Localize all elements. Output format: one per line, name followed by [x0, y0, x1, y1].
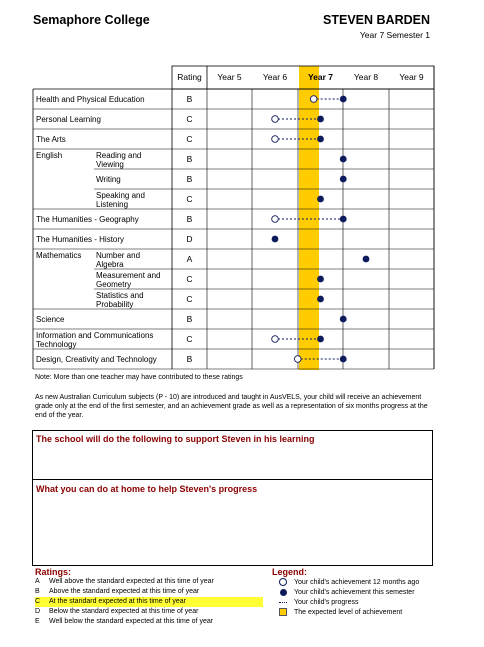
legend-row [272, 598, 419, 608]
area-label: English [36, 151, 63, 160]
rating-value: C [186, 294, 193, 304]
rating-value: A [186, 254, 193, 264]
rating-value: B [186, 174, 193, 184]
area-label: Health and Physical Education [36, 95, 145, 104]
rating-description: Above the standard expected at this time of year [49, 588, 200, 595]
filled-circle-icon [272, 588, 294, 598]
curriculum-paragraph: As new Australian Curriculum subjects (P - 10) are introduced and taught in AusVELS, your child will receive an achievement grade only at the end of the first semester, and an achievement grade as well as a representation of six months progress at the end of the year. [35, 394, 428, 419]
rating-description: Below the standard expected at this time of year [49, 608, 199, 615]
year-semester: Year 7 Semester 1 [359, 30, 430, 40]
previous-achievement-marker [272, 116, 279, 123]
rating-code: E [35, 618, 40, 625]
open-circle-icon [272, 578, 294, 588]
current-achievement-marker [317, 296, 324, 303]
legend-row [272, 578, 419, 588]
sub-area-label: Geometry [96, 280, 132, 289]
previous-achievement-marker [294, 356, 301, 363]
home-support-box [32, 479, 433, 566]
sub-area-label: Writing [96, 175, 121, 184]
current-achievement-marker [317, 336, 324, 343]
sub-area-label: Measurement and [96, 271, 161, 280]
sub-area-label: Viewing [96, 160, 124, 169]
home-support-title: What you can do at home to help Steven's progress [36, 484, 258, 494]
ratings-note: Note: More than one teacher may have contributed to these ratings [35, 374, 243, 381]
dotted-line-icon [272, 598, 294, 608]
current-achievement-marker [317, 116, 324, 123]
current-achievement-marker [340, 156, 347, 163]
rating-value: C [186, 334, 193, 344]
rating-value: B [186, 314, 193, 324]
current-achievement-marker [317, 196, 324, 203]
current-achievement-marker [340, 216, 347, 223]
expected-band [299, 66, 319, 370]
current-achievement-marker [317, 276, 324, 283]
school-name: Semaphore College [33, 13, 150, 27]
student-name: STEVEN BARDEN [323, 13, 430, 27]
legend-list [272, 578, 419, 618]
previous-achievement-marker [272, 136, 279, 143]
area-label: Information and Communications [36, 331, 154, 340]
rating-description: Well above the standard expected at this time of year [49, 578, 214, 585]
current-achievement-marker [272, 236, 279, 243]
sub-area-label: Reading and [96, 151, 142, 160]
year-header-9: Year 9 [399, 72, 424, 82]
sub-area-label: Listening [96, 200, 129, 209]
rating-description: At the standard expected at this time of year [49, 598, 186, 605]
sub-area-label: Number and [96, 251, 141, 260]
rating-description: Well below the standard expected at this time of year [49, 618, 214, 625]
year-header-5: Year 5 [217, 72, 242, 82]
rating-code: C [35, 598, 41, 605]
area-label: The Humanities - History [36, 235, 125, 244]
rating-value: B [186, 354, 193, 364]
current-achievement-marker [340, 356, 347, 363]
rating-value: B [186, 214, 193, 224]
legend-description: The expected level of achievement [294, 609, 403, 616]
rating-key-row [35, 597, 263, 607]
current-achievement-marker [317, 136, 324, 143]
legend-description: Your child's achievement 12 months ago [294, 579, 420, 586]
legend-description: Your child's progress [294, 599, 359, 606]
sub-area-label: Probability [96, 300, 134, 309]
year-header-6: Year 6 [262, 72, 288, 82]
legend-row [272, 608, 419, 618]
area-label: Personal Learning [36, 115, 101, 124]
ratings-list [35, 577, 263, 627]
school-support-title: The school will do the following to support Steven in his learning [36, 434, 315, 444]
rating-code: B [35, 588, 40, 595]
rating-header: Rating [177, 72, 202, 82]
current-achievement-marker [340, 316, 347, 323]
year-header-8: Year 8 [353, 72, 379, 82]
rating-key-row [35, 607, 263, 617]
year-header-7: Year 7 [307, 72, 334, 82]
rating-value: C [186, 194, 193, 204]
rating-code: A [35, 578, 40, 585]
rating-value: B [186, 94, 193, 104]
sub-area-label: Statistics and [96, 291, 144, 300]
legend-description: Your child's achievement this semester [294, 589, 415, 596]
rating-value: C [186, 114, 193, 124]
rating-code: D [35, 608, 41, 615]
current-achievement-marker [340, 96, 347, 103]
current-achievement-marker [340, 176, 347, 183]
area-label: Science [36, 315, 65, 324]
previous-achievement-marker [272, 216, 279, 223]
rating-key-row [35, 617, 263, 627]
yellow-square-icon [272, 608, 294, 618]
rating-value: B [186, 154, 193, 164]
previous-achievement-marker [310, 96, 317, 103]
rating-value: D [186, 234, 193, 244]
rating-value: C [186, 274, 193, 284]
area-label: Design, Creativity and Technology [36, 355, 157, 364]
ratings-title: Ratings: [35, 567, 71, 577]
legend-title: Legend: [272, 567, 307, 577]
school-support-box [32, 430, 433, 480]
previous-achievement-marker [272, 336, 279, 343]
area-label: The Humanities - Geography [36, 215, 139, 224]
rating-key-row [35, 587, 263, 597]
area-label: Mathematics [36, 251, 82, 260]
current-achievement-marker [363, 256, 370, 263]
area-label: Technology [36, 340, 77, 349]
sub-area-label: Speaking and [96, 191, 145, 200]
sub-area-label: Algebra [96, 260, 124, 269]
legend-row [272, 588, 419, 598]
rating-key-row [35, 577, 263, 587]
rating-value: C [186, 134, 193, 144]
area-label: The Arts [36, 135, 66, 144]
